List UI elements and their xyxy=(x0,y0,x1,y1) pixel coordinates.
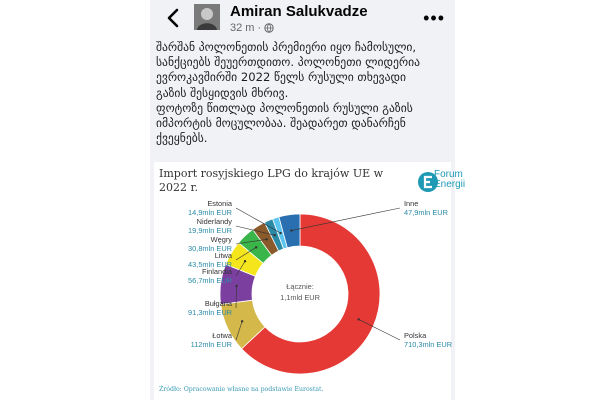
meta-separator: · xyxy=(257,22,262,34)
leader-dot-niderlandy xyxy=(274,234,276,236)
logo-text: Forum Energii xyxy=(434,169,466,190)
post-text-line: ფოტოზე წითლად პოლონეთის რუსული გაზის xyxy=(156,100,413,115)
post-text xyxy=(156,40,452,146)
slice-value-estonia: 14,9mln EUR xyxy=(188,208,232,217)
slice-label-bułgaria: Bułgaria xyxy=(204,299,232,308)
more-icon[interactable]: ••• xyxy=(423,8,445,28)
chart-title-line: 2022 r. xyxy=(159,181,199,194)
post-time[interactable]: 32 m xyxy=(230,22,255,34)
slice-label-polska: Polska xyxy=(404,331,427,340)
leader-dot-litwa xyxy=(255,246,257,248)
attached-image[interactable] xyxy=(154,162,466,400)
slice-value-finlandia: 56,7mln EUR xyxy=(188,276,232,285)
slice-label-niderlandy: Niderlandy xyxy=(196,217,232,226)
slice-value-bułgaria: 91,3mln EUR xyxy=(188,308,232,317)
slice-value-inne: 47,9mln EUR xyxy=(404,208,448,217)
author-name[interactable]: Amiran Salukvadze xyxy=(230,3,368,20)
slice-label-łotwa: Łotwa xyxy=(212,331,232,340)
post-text-line: სანქციებს შეუერთდითო. პოლონეთი ლიდერია xyxy=(156,55,420,70)
chart-title-line: Import rosyjskiego LPG do krajów UE w xyxy=(159,167,384,180)
center-label: Łącznie: xyxy=(286,282,314,291)
slice-value-węgry: 30,8mln EUR xyxy=(188,244,232,253)
donut-chart xyxy=(154,162,451,400)
post-meta xyxy=(230,22,274,34)
post-text-line: ევროკავშირში 2022 წელს რუსული თხევადი xyxy=(156,70,406,85)
slice-label-finlandia: Finlandia xyxy=(202,267,232,276)
slice-label-litwa: Litwa xyxy=(214,251,232,260)
post-header xyxy=(150,0,455,40)
slice-label-inne: Inne xyxy=(404,199,419,208)
leader-dot-bułgaria xyxy=(235,285,237,287)
slice-value-łotwa: 112mln EUR xyxy=(190,340,232,349)
post-text-line: შარშან პოლონეთის პრემიერი იყო ჩამოსული, xyxy=(156,40,417,54)
leader-dot-inne xyxy=(290,229,292,231)
leader-dot-węgry xyxy=(266,238,268,240)
leader-dot-estonia xyxy=(279,232,281,234)
globe-icon xyxy=(264,23,274,33)
post-text-line: ქვეყნებს. xyxy=(156,131,208,146)
slice-value-litwa: 43,5mln EUR xyxy=(188,260,232,269)
slice-label-estonia: Estonia xyxy=(207,199,232,208)
leader-dot-polska xyxy=(358,318,360,320)
slice-value-niderlandy: 19,9mln EUR xyxy=(188,226,232,235)
post-text-line: გაზის შესყიდვის მხრივ. xyxy=(156,85,289,100)
post-text-line: იმპორტის მოცულობაა. შეადარეთ დანარჩენ xyxy=(156,116,406,131)
avatar[interactable] xyxy=(194,4,220,30)
center-value: 1,1mld EUR xyxy=(280,293,320,302)
leader-dot-łotwa xyxy=(241,320,243,322)
leader-dot-finlandia xyxy=(244,260,246,262)
avatar-photo xyxy=(194,4,220,30)
chart-source: Źródło: Opracowanie własne na podstawie Eurostat. xyxy=(159,386,324,393)
chevron-left-icon[interactable] xyxy=(162,6,186,30)
slice-label-węgry: Węgry xyxy=(210,235,232,244)
facebook-post-view xyxy=(150,0,466,400)
slice-value-polska: 710,3mln EUR xyxy=(404,340,453,349)
